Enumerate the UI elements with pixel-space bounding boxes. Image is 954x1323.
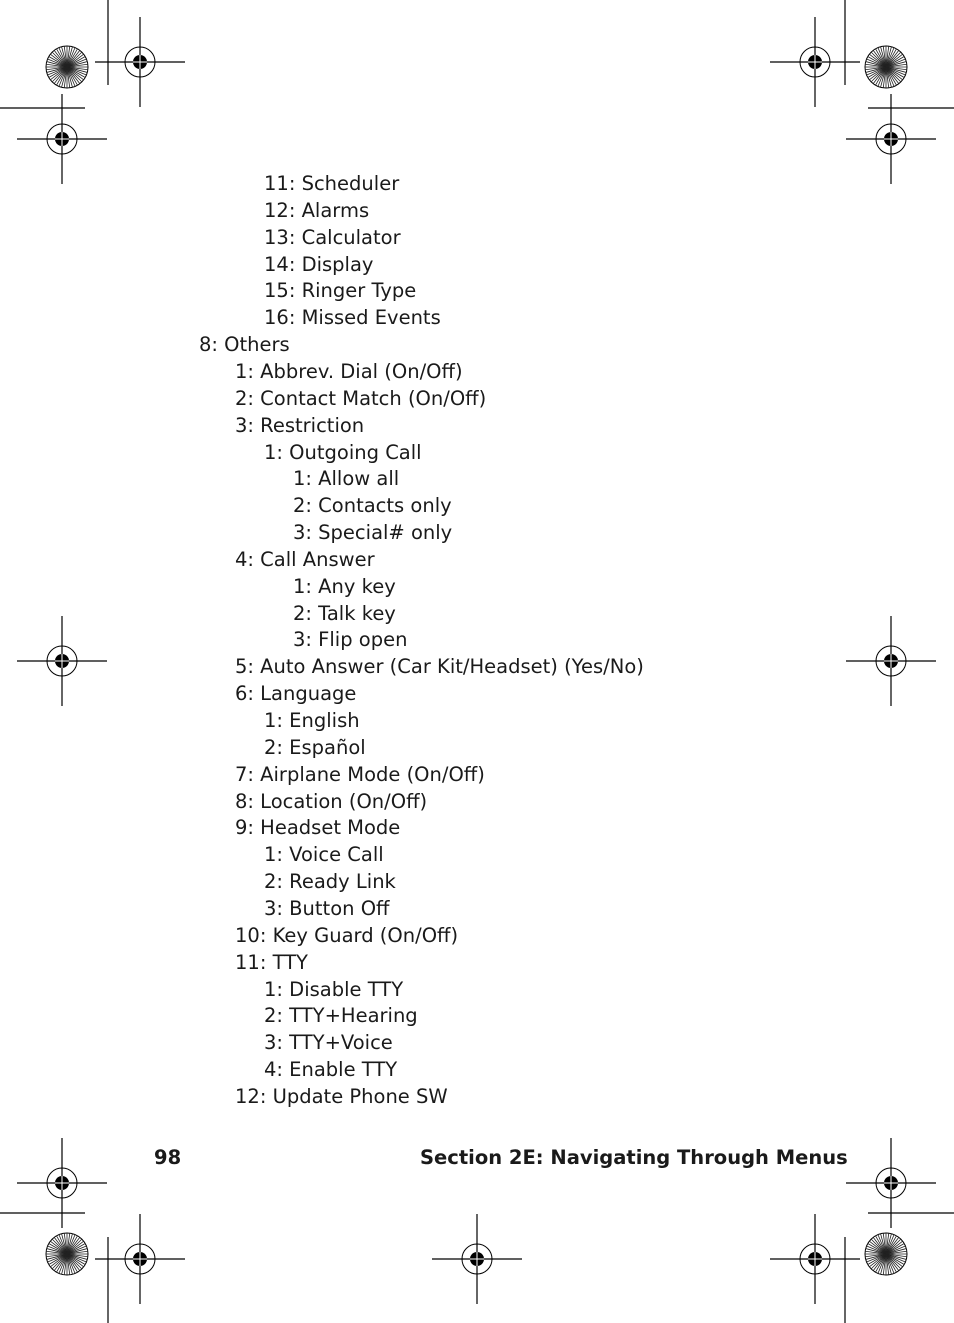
menu-item-level-1: 11: TTY <box>235 950 308 974</box>
menu-item-level-1: 6: Language <box>235 682 357 706</box>
menu-item-level-2: 1: Disable TTY <box>264 977 404 1001</box>
menu-item-level-2: 4: Enable TTY <box>264 1058 398 1082</box>
menu-item-level-2: 2: TTY+Hearing <box>264 1004 418 1028</box>
menu-item-level-2: 16: Missed Events <box>264 306 441 330</box>
menu-item-level-1: 3: Restriction <box>235 413 365 437</box>
menu-item-level-1: 1: Abbrev. Dial (On/Off) <box>235 359 463 383</box>
menu-item-level-2: 1: Outgoing Call <box>264 440 422 464</box>
menu-item-level-3: 1: Any key <box>293 574 396 598</box>
menu-item-level-2: 15: Ringer Type <box>264 279 417 303</box>
menu-item-level-2: 14: Display <box>264 252 374 276</box>
menu-item-level-3: 2: Talk key <box>293 601 396 625</box>
menu-item-level-2: 1: English <box>264 709 360 732</box>
menu-item-level-2: 3: TTY+Voice <box>264 1031 393 1055</box>
menu-item-level-2: 3: Button Off <box>264 896 390 920</box>
section-title: Section 2E: Navigating Through Menus <box>420 1146 848 1169</box>
menu-item-level-1: 2: Contact Match (On/Off) <box>235 386 487 410</box>
menu-item-level-1: 12: Update Phone SW <box>235 1084 448 1108</box>
menu-item-level-2: 13: Calculator <box>264 225 401 249</box>
menu-item-level-1: 4: Call Answer <box>235 547 375 571</box>
page-number: 98 <box>154 1146 182 1169</box>
menu-item-level-2: 11: Scheduler <box>264 172 400 195</box>
menu-item-level-0: 8: Others <box>199 333 290 357</box>
menu-item-level-2: 1: Voice Call <box>264 843 384 867</box>
menu-item-level-3: 3: Flip open <box>293 628 408 652</box>
menu-item-level-3: 2: Contacts only <box>293 494 452 518</box>
menu-item-level-3: 1: Allow all <box>293 467 400 491</box>
menu-item-level-2: 2: Español <box>264 735 366 759</box>
menu-item-level-1: 5: Auto Answer (Car Kit/Headset) (Yes/No) <box>235 655 644 679</box>
menu-item-level-1: 7: Airplane Mode (On/Off) <box>235 762 485 786</box>
menu-item-level-2: 2: Ready Link <box>264 870 396 894</box>
menu-item-level-1: 8: Location (On/Off) <box>235 789 428 813</box>
menu-item-level-3: 3: Special# only <box>293 521 453 545</box>
menu-item-level-2: 12: Alarms <box>264 198 370 222</box>
menu-item-level-1: 10: Key Guard (On/Off) <box>235 923 459 947</box>
menu-item-level-1: 9: Headset Mode <box>235 816 401 840</box>
